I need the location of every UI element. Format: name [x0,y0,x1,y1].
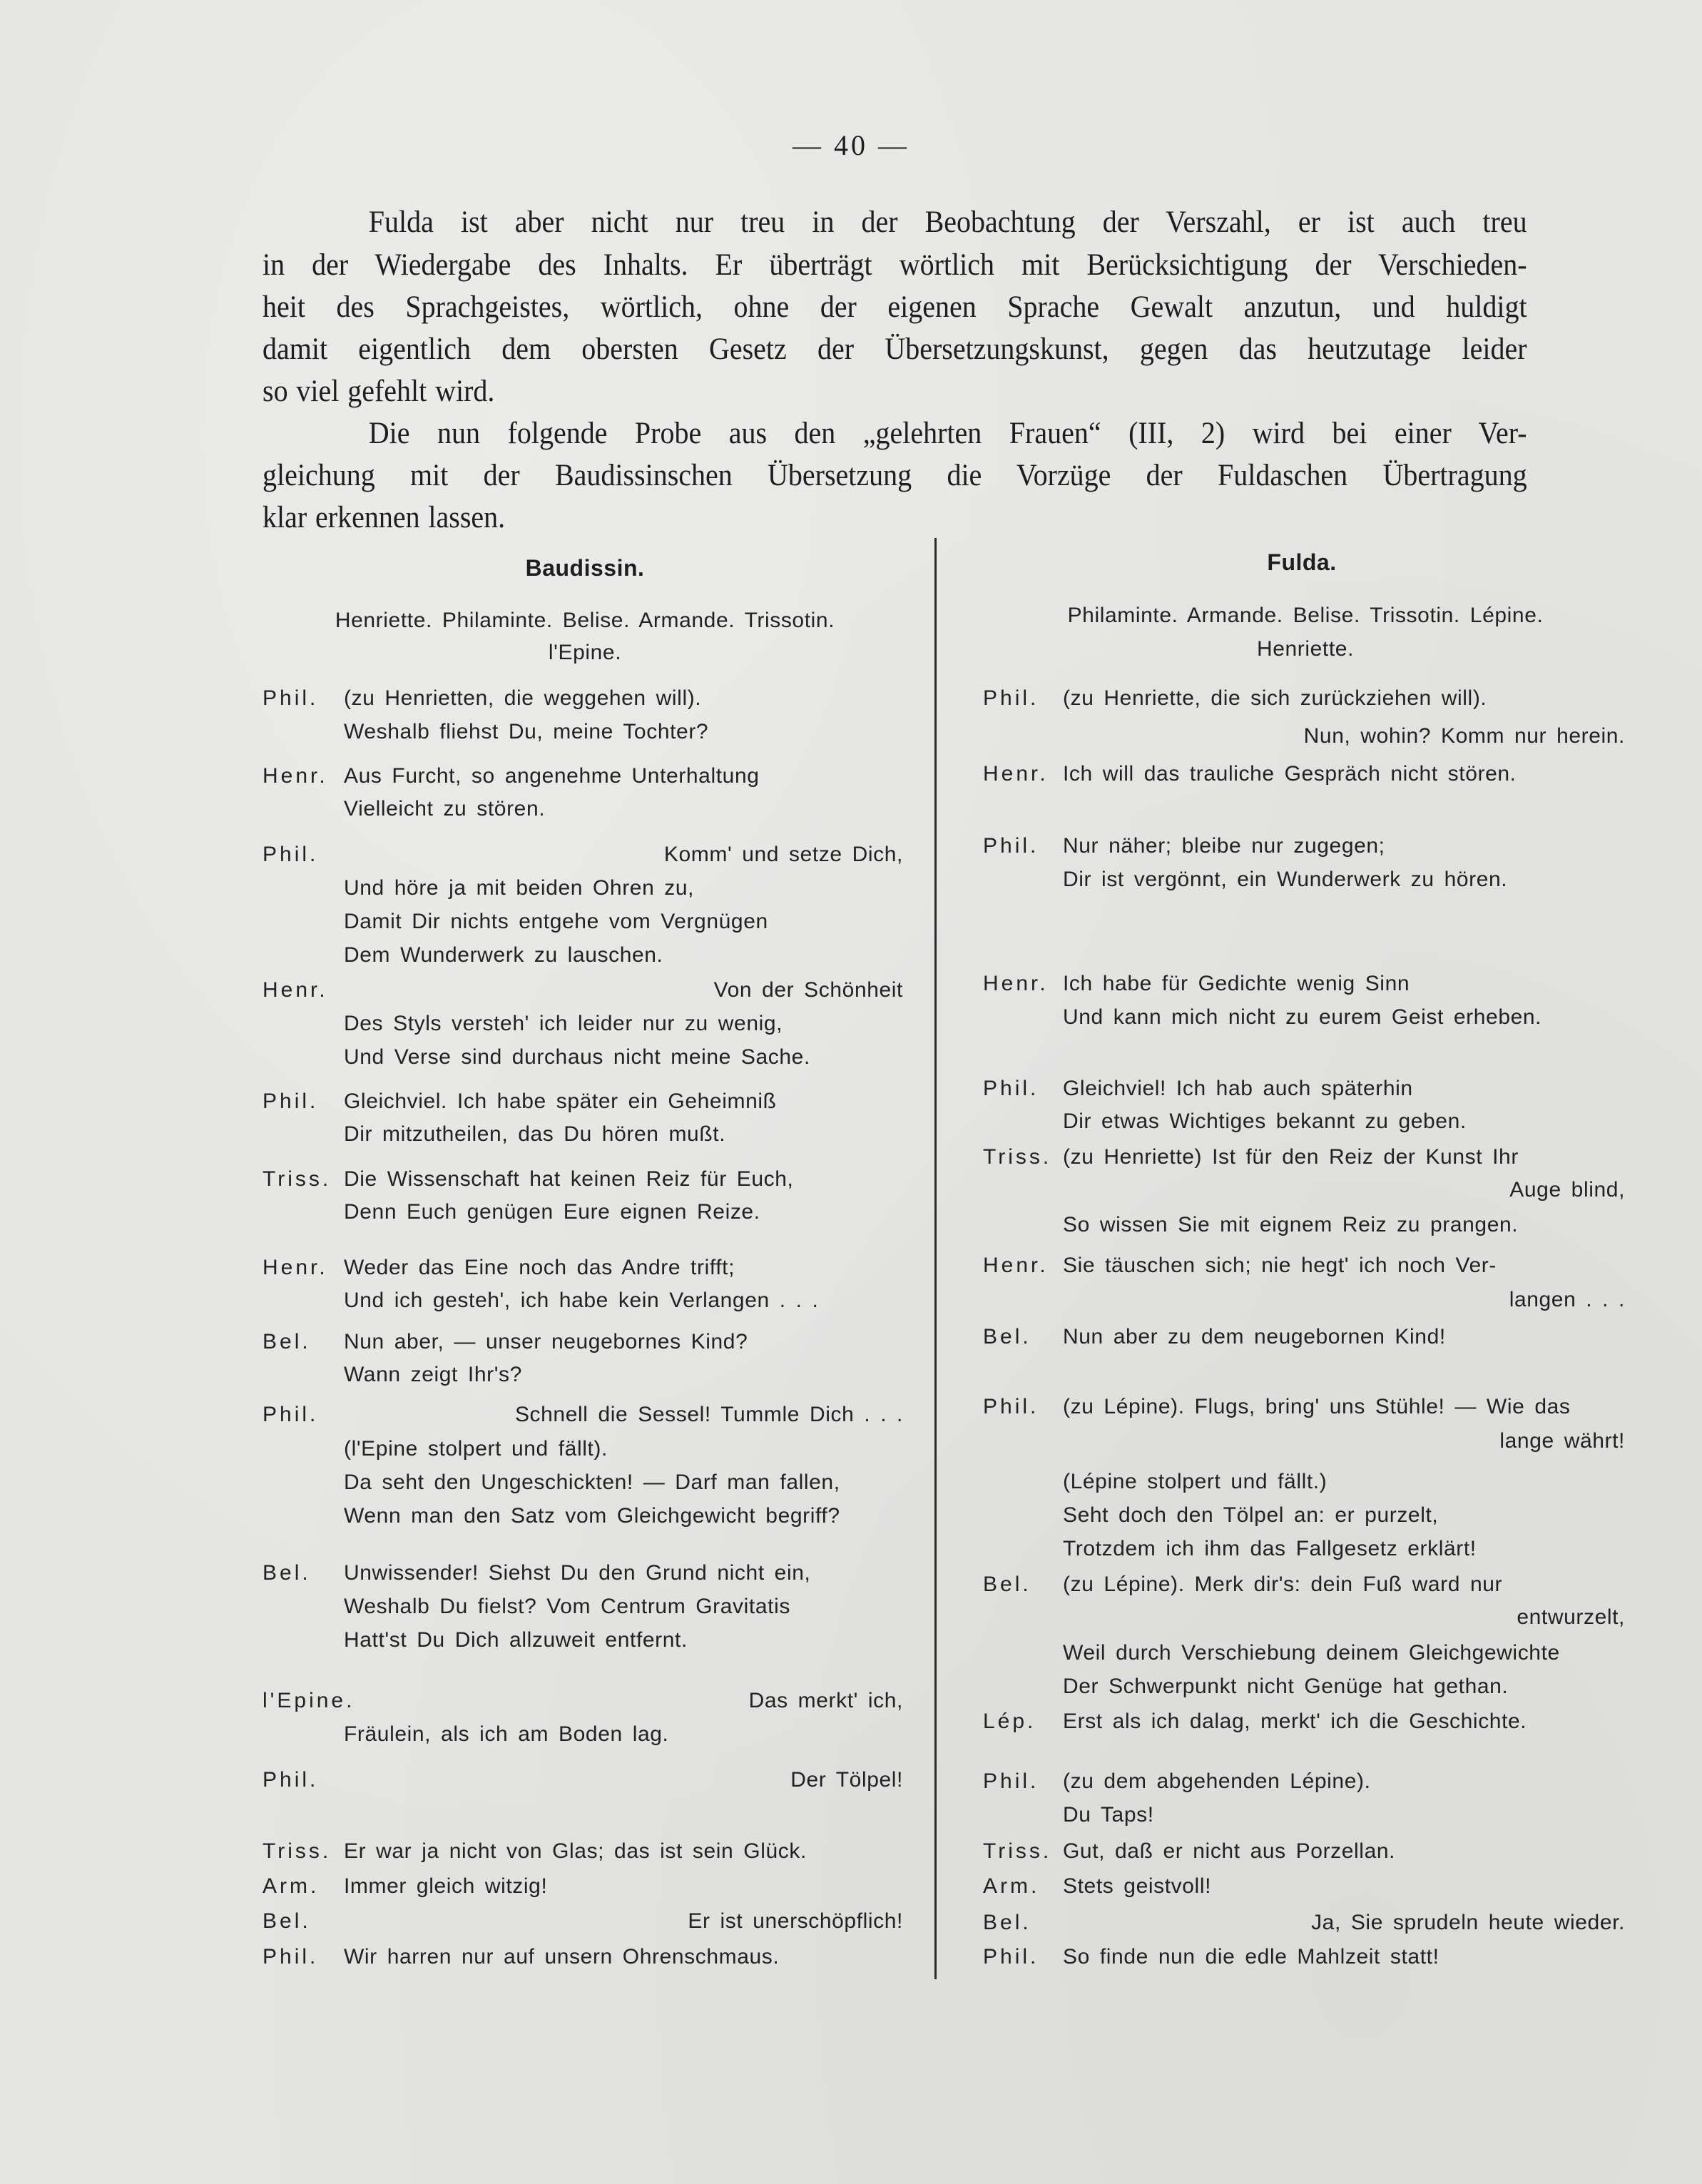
verse-line: Denn Euch genügen Eure eignen Reize. [344,1200,760,1224]
verse-line: langen . . . [1509,1288,1625,1311]
speaker-label: Henr. [263,764,328,788]
column-title-fulda: Fulda. [1267,549,1337,575]
verse-line: Dir mitzutheilen, das Du hören mußt. [344,1122,726,1146]
verse-line: Ich habe für Gedichte wenig Sinn [1063,972,1410,995]
verse-line: Weshalb Du fielst? Vom Centrum Gravitatis [344,1595,790,1618]
intro-line: heit des Sprachgeistes, wörtlich, ohne der eigenen Sprache Gewalt anzutun, und huldigt [263,290,1527,324]
verse-line: Des Styls versteh' ich leider nur zu wenig, [344,1012,783,1035]
cast-list: l'Epine. [548,641,622,664]
speaker-label: Phil. [263,686,319,710]
verse-line: (zu Henrietten, die weggehen will). [344,686,702,710]
speaker-label: Henr. [263,1256,328,1279]
speaker-label: l'Epine. [263,1689,355,1712]
verse-line: (zu Henriette) Ist für den Reiz der Kunst Ihr [1063,1145,1519,1169]
verse-line: Dem Wunderwerk zu lauschen. [344,943,663,967]
verse-line: Und höre ja mit beiden Ohren zu, [344,876,695,900]
intro-line: klar erkennen lassen. [263,501,506,534]
verse-line: So finde nun die edle Mahlzeit statt! [1063,1945,1439,1969]
verse-line: Dir ist vergönnt, ein Wunderwerk zu hören. [1063,868,1508,891]
verse-line: Da seht den Ungeschickten! — Darf man fallen, [344,1471,840,1494]
verse-line: Und kann mich nicht zu eurem Geist erheben. [1063,1005,1542,1029]
speaker-label: Triss. [983,1839,1052,1863]
cast-list: Henriette. Philaminte. Belise. Armande. Trissotin. [335,609,835,632]
page-number: — 40 — [793,129,909,161]
speaker-label: Bel. [263,1561,311,1585]
verse-line: Sie täuschen sich; nie hegt' ich noch Ver- [1063,1254,1497,1277]
verse-line: Komm' und setze Dich, [663,843,903,866]
verse-line: lange währt! [1499,1429,1625,1453]
speaker-label: Bel. [983,1325,1031,1349]
verse-line: Weder das Eine noch das Andre trifft; [344,1256,735,1279]
speaker-label: Phil. [263,1090,319,1113]
verse-line: Damit Dir nichts entgehe vom Vergnügen [344,910,768,933]
verse-line: Der Tölpel! [790,1768,903,1792]
intro-line: in der Wiedergabe des Inhalts. Er überträgt wörtlich mit Berücksichtigung der Verschieden- [263,248,1527,282]
speaker-label: Phil. [983,1769,1039,1793]
speaker-label: Triss. [263,1839,332,1863]
intro-line: damit eigentlich dem obersten Gesetz der Übersetzungskunst, gegen das heutzutage leider [263,332,1527,366]
speaker-label: Arm. [983,1874,1040,1898]
speaker-label: Henr. [263,978,328,1002]
intro-line: so viel gefehlt wird. [263,375,495,408]
speaker-label: Bel. [983,1911,1031,1934]
speaker-label: Bel. [263,1330,311,1353]
verse-line: Ich will das trauliche Gespräch nicht stören. [1063,762,1517,786]
verse-line: Gut, daß er nicht aus Porzellan. [1063,1839,1396,1863]
verse-line: Das merkt' ich, [748,1689,903,1712]
speaker-label: Phil. [983,1077,1039,1100]
speaker-label: Phil. [263,1945,319,1969]
speaker-label: Phil. [263,1403,319,1426]
speaker-label: Henr. [983,762,1049,786]
verse-line: Wenn man den Satz vom Gleichgewicht begriff? [344,1504,840,1528]
speaker-label: Phil. [983,1945,1039,1969]
verse-line: Nur näher; bleibe nur zugegen; [1063,834,1385,858]
speaker-label: Triss. [263,1167,332,1191]
speaker-label: Arm. [263,1874,320,1898]
verse-line: Seht doch den Tölpel an: er purzelt, [1063,1503,1439,1527]
verse-line: Er war ja nicht von Glas; das ist sein Glück. [344,1839,807,1863]
speaker-label: Phil. [263,1768,319,1792]
verse-line: (l'Epine stolpert und fällt). [344,1437,608,1461]
speaker-label: Henr. [983,1254,1049,1277]
verse-line: Immer gleich witzig! [344,1874,548,1898]
cast-list: Philaminte. Armande. Belise. Trissotin. Lépine. [1067,604,1544,627]
verse-line: So wissen Sie mit eignem Reiz zu prangen. [1063,1213,1519,1236]
verse-line: Dir etwas Wichtiges bekannt zu geben. [1063,1109,1467,1133]
speaker-label: Phil. [263,843,319,866]
speaker-label: Phil. [983,834,1039,858]
verse-line: Nun, wohin? Komm nur herein. [1303,724,1625,748]
verse-line: Wir harren nur auf unsern Ohrenschmaus. [344,1945,780,1969]
intro-line: gleichung mit der Baudissinschen Übersetzung die Vorzüge der Fuldaschen Übertragung [263,459,1527,492]
verse-line: Der Schwerpunkt nicht Genüge hat gethan. [1063,1675,1509,1698]
verse-line: Und ich gesteh', ich habe kein Verlangen . . . [344,1289,819,1312]
verse-line: Gleichviel. Ich habe später ein Geheimniß [344,1090,777,1113]
verse-line: Er ist unerschöpflich! [688,1909,903,1933]
verse-line: Trotzdem ich ihm das Fallgesetz erklärt! [1063,1537,1477,1560]
verse-line: Gleichviel! Ich hab auch späterhin [1063,1077,1413,1100]
verse-line: Aus Furcht, so angenehme Unterhaltung [344,764,760,788]
verse-line: Erst als ich dalag, merkt' ich die Geschichte. [1063,1710,1527,1733]
verse-line: Nun aber, — unser neugebornes Kind? [344,1330,748,1353]
verse-line: Nun aber zu dem neugebornen Kind! [1063,1325,1446,1349]
column-title-baudissin: Baudissin. [525,555,645,581]
verse-line: entwurzelt, [1517,1605,1625,1629]
verse-line: (Lépine stolpert und fällt.) [1063,1470,1328,1493]
verse-line: Stets geistvoll! [1063,1874,1212,1898]
speaker-label: Lép. [983,1710,1036,1733]
verse-line: Ja, Sie sprudeln heute wieder. [1311,1911,1625,1934]
verse-line: Weil durch Verschiebung deinem Gleichgewichte [1063,1641,1560,1665]
intro-line: Die nun folgende Probe aus den „gelehrten Frauen“ (III, 2) wird bei einer Ver- [368,417,1527,450]
speaker-label: Phil. [983,1395,1039,1418]
speaker-label: Phil. [983,686,1039,710]
verse-line: Fräulein, als ich am Boden lag. [344,1722,669,1746]
intro-line: Fulda ist aber nicht nur treu in der Beobachtung der Verszahl, er ist auch treu [368,205,1527,239]
verse-line: (zu Lépine). Flugs, bring' uns Stühle! — Wie das [1063,1395,1571,1418]
speaker-label: Bel. [263,1909,311,1933]
verse-line: Schnell die Sessel! Tummle Dich . . . [514,1403,903,1426]
verse-line: Hatt'st Du Dich allzuweit entfernt. [344,1628,688,1652]
verse-line: (zu dem abgehenden Lépine). [1063,1769,1371,1793]
cast-list: Henriette. [1256,637,1355,661]
verse-line: Vielleicht zu stören. [344,797,546,821]
speaker-label: Triss. [983,1145,1052,1169]
verse-line: Auge blind, [1509,1178,1625,1202]
verse-line: Weshalb fliehst Du, meine Tochter? [344,720,709,743]
column-divider [934,538,937,1979]
verse-line: Und Verse sind durchaus nicht meine Sache. [344,1045,810,1069]
verse-line: Unwissender! Siehst Du den Grund nicht ein, [344,1561,811,1585]
verse-line: Du Taps! [1063,1803,1154,1827]
verse-line: Wann zeigt Ihr's? [344,1363,522,1386]
verse-line: (zu Henriette, die sich zurückziehen will). [1063,686,1487,710]
verse-line: (zu Lépine). Merk dir's: dein Fuß ward nur [1063,1573,1503,1596]
verse-line: Die Wissenschaft hat keinen Reiz für Euch, [344,1167,794,1191]
speaker-label: Henr. [983,972,1049,995]
verse-line: Von der Schönheit [713,978,903,1002]
speaker-label: Bel. [983,1573,1031,1596]
